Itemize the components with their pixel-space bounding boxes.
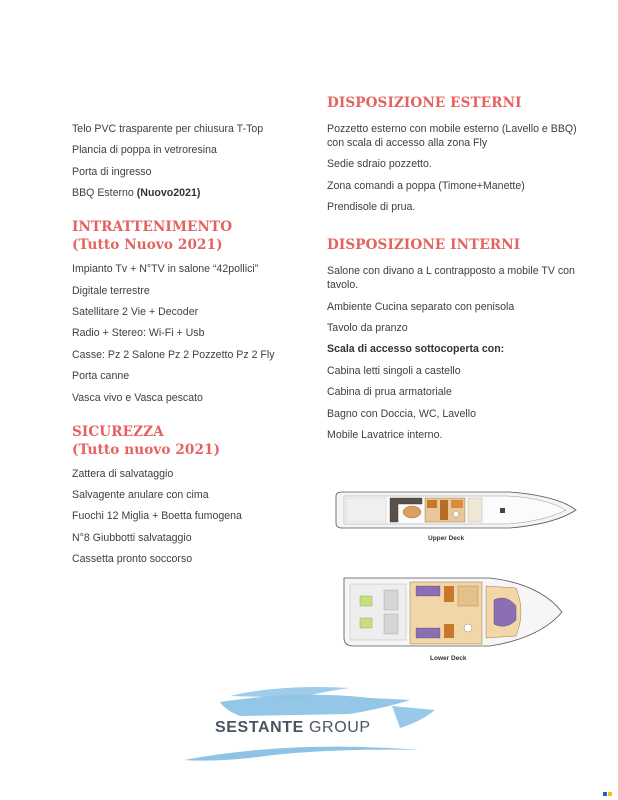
list-item: Satellitare 2 Vie + Decoder [72, 305, 199, 318]
logo-word-group: GROUP [303, 719, 371, 736]
lower-deck-label: Lower Deck [430, 655, 467, 662]
list-item: Bagno con Doccia, WC, Lavello [327, 407, 476, 420]
list-item: Prendisole di prua. [327, 201, 416, 214]
sicurezza-heading [72, 423, 302, 459]
list-item: Salvagente anulare con cima [72, 488, 209, 501]
interni-heading: DISPOSIZIONE INTERNI [327, 237, 521, 254]
intrattenimento-title: INTRATTENIMENTO [72, 219, 233, 236]
lower-deck-plan [344, 578, 562, 662]
list-item: Impianto Tv + N°TV in salone “42pollici” [72, 263, 259, 276]
upper-deck-plan [336, 492, 576, 542]
list-item: Salone con divano a L contrapposto a mobile TV con tavolo. [327, 265, 575, 292]
list-item: Telo PVC trasparente per chiusura T-Top [72, 123, 264, 135]
list-item: Cabina letti singoli a castello [327, 364, 461, 377]
bbq-text: BBQ Esterno [72, 187, 137, 200]
bbq-item [72, 186, 302, 200]
list-item: Sedie sdraio pozzetto. [327, 158, 432, 171]
list-item: Vasca vivo e Vasca pescato [72, 391, 203, 404]
logo-wordmark [215, 719, 371, 737]
right-column [327, 94, 577, 449]
esterni-heading: DISPOSIZIONE ESTERNI [327, 95, 522, 111]
left-column [72, 122, 302, 573]
list-item: Cabina di prua armatoriale [327, 386, 452, 399]
list-item: Casse: Pz 2 Salone Pz 2 Pozzetto Pz 2 Fly [72, 348, 275, 361]
list-item: Plancia di poppa in vetroresina [72, 144, 217, 157]
list-item: Porta di ingresso [72, 165, 152, 178]
deck-plans-illustration [330, 478, 585, 663]
upper-deck-label: Upper Deck [428, 535, 465, 542]
bbq-highlight: (Nuovo2021) [136, 187, 201, 200]
sicurezza-title: SICUREZZA [72, 423, 164, 440]
list-item: Digitale terrestre [72, 284, 150, 297]
list-item: Cassetta pronto soccorso [72, 553, 193, 566]
intrattenimento-heading [72, 218, 302, 254]
list-item: Radio + Stereo: Wi-Fi + Usb [72, 327, 205, 340]
list-item: Mobile Lavatrice interno. [327, 428, 443, 441]
corner-flag-icon [603, 792, 612, 796]
logo-word-sestante: SESTANTE [215, 719, 304, 736]
list-item: N°8 Giubbotti salvataggio [72, 531, 192, 544]
list-item: Pozzetto esterno con mobile esterno (Lavello e BBQ) con scala di accesso alla zona Fly [327, 123, 577, 149]
list-item: Zona comandi a poppa (Timone+Manette) [327, 179, 525, 192]
list-item: Fuochi 12 Miglia + Boetta fumogena [72, 510, 242, 523]
intrattenimento-subtitle: (Tutto Nuovo 2021) [72, 237, 223, 254]
list-item: Ambiente Cucina separato con penisola [327, 300, 515, 313]
list-item: Porta canne [72, 370, 130, 383]
list-item: Zattera di salvataggio [72, 467, 174, 480]
sicurezza-subtitle: (Tutto nuovo 2021) [72, 441, 221, 458]
list-item: Tavolo da pranzo [327, 321, 408, 334]
list-item-bold: Scala di accesso sottocoperta con: [327, 343, 505, 356]
